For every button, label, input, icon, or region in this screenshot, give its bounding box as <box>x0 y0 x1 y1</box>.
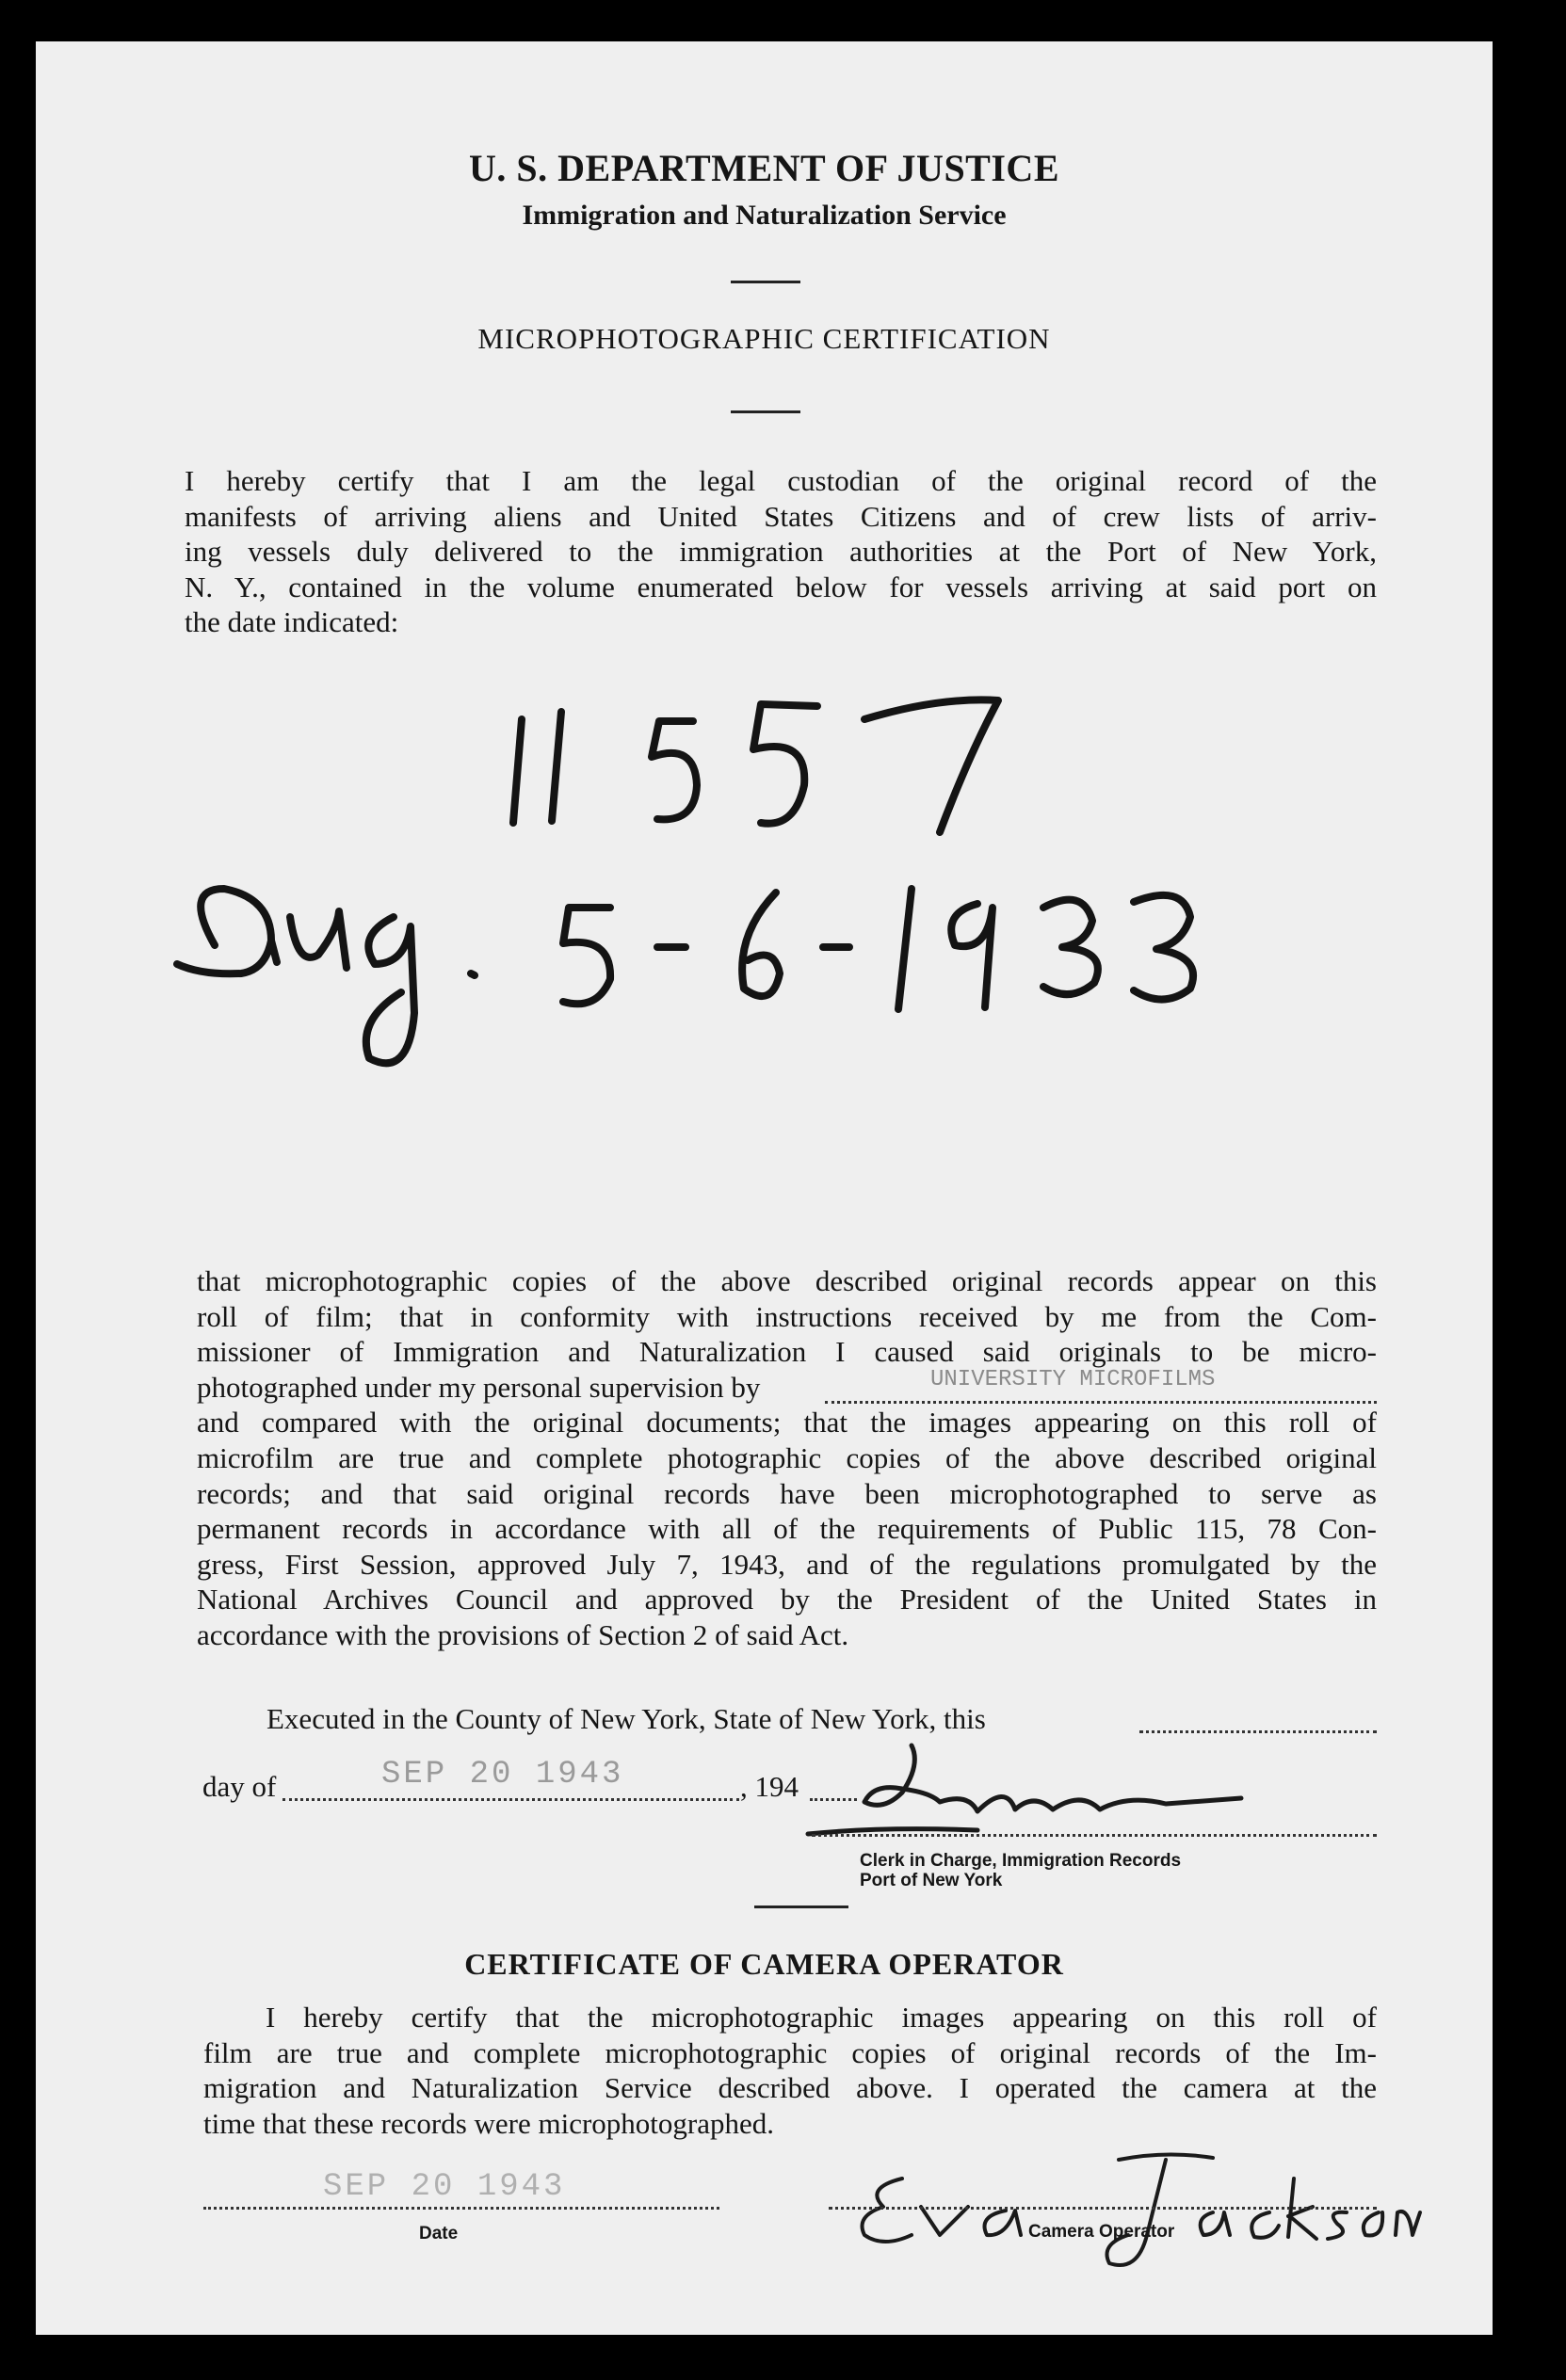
department-title: U. S. DEPARTMENT OF JUSTICE <box>469 147 1059 189</box>
supervision-line <box>825 1401 1377 1404</box>
intro-line: the date indicated: <box>185 605 399 639</box>
intro-line: I hereby certify that I am the legal custodian of the original record of the <box>185 464 1377 497</box>
divider <box>731 410 800 413</box>
body-line: that microphotographic copies of the above described original records appear on this <box>197 1264 1377 1297</box>
camera-certificate-title: CERTIFICATE OF CAMERA OPERATOR <box>464 1947 1064 1981</box>
camera-line: film are true and complete microphotographic copies of original records of the Im- <box>203 2035 1377 2069</box>
camera-operator-signature <box>36 41 1493 2335</box>
intro-line: N. Y., contained in the volume enumerated below for vessels arriving at said port on <box>185 570 1377 603</box>
executed-text: Executed in the County of New York, State of New York, this <box>266 1702 986 1735</box>
clerk-port: Port of New York <box>860 1871 1003 1890</box>
day-of-label: day of <box>202 1770 277 1803</box>
body-line: permanent records in accordance with all of the requirements of Public 115, 78 Con- <box>197 1512 1377 1546</box>
divider <box>754 1906 848 1908</box>
body-paragraph <box>197 1263 1377 1653</box>
camera-operator-label: Camera Operator <box>1028 2222 1175 2242</box>
camera-operator-line <box>829 2207 1377 2210</box>
clerk-signature-line <box>812 1834 1377 1837</box>
handwritten-entry <box>36 41 1493 2335</box>
handwritten-dates <box>177 889 1193 1063</box>
intro-line: ing vessels duly delivered to the immigration authorities at the Port of New York, <box>185 535 1377 569</box>
clerk-title: Clerk in Charge, Immigration Records <box>860 1851 1182 1871</box>
year-prefix: , 194 <box>740 1770 799 1803</box>
camera-paragraph <box>203 2000 1377 2141</box>
camera-date-label: Date <box>419 2224 459 2243</box>
executed-day-line <box>1139 1730 1377 1733</box>
body-line: missioner of Immigration and Naturalization I caused said originals to be micro- <box>197 1335 1377 1369</box>
body-line: gress, First Session, approved July 7, 1943, and of the regulations promulgated by the <box>197 1547 1377 1581</box>
body-line: roll of film; that in conformity with instructions received by me from the Com- <box>197 1299 1377 1333</box>
date-stamp: SEP 20 1943 <box>381 1757 624 1793</box>
year-line <box>810 1798 857 1801</box>
certification-title: MICROPHOTOGRAPHIC CERTIFICATION <box>477 322 1051 355</box>
supervision-text: photographed under my personal supervision by <box>197 1370 761 1404</box>
service-subtitle: Immigration and Naturalization Service <box>522 200 1007 231</box>
camera-date-stamp: SEP 20 1943 <box>323 2169 566 2205</box>
camera-line: I hereby certify that the microphotographic images appearing on this roll of <box>266 2001 1377 2034</box>
camera-line: time that these records were microphotographed. <box>203 2106 774 2140</box>
clerk-signature <box>36 41 1493 2335</box>
body-line: and compared with the original documents; that the images appearing on this roll of <box>197 1406 1377 1439</box>
camera-date-line <box>203 2207 719 2210</box>
intro-paragraph <box>185 463 1377 640</box>
month-line <box>283 1798 739 1801</box>
body-line: microfilm are true and complete photographic copies of the above described original <box>197 1440 1377 1474</box>
handwritten-volume-number <box>513 700 998 832</box>
body-line: accordance with the provisions of Section 2 of said Act. <box>197 1617 849 1651</box>
camera-line: migration and Naturalization Service described above. I operated the camera at the <box>203 2071 1377 2105</box>
body-line: records; and that said original records have been microphotographed to serve as <box>197 1476 1377 1510</box>
university-microfilms-stamp: UNIVERSITY MICROFILMS <box>930 1367 1216 1392</box>
intro-line: manifests of arriving aliens and United States Citizens and of crew lists of arriv- <box>185 499 1377 533</box>
certificate-page <box>36 41 1493 2335</box>
body-line: National Archives Council and approved by the President of the United States in <box>197 1583 1377 1616</box>
divider <box>731 281 800 283</box>
